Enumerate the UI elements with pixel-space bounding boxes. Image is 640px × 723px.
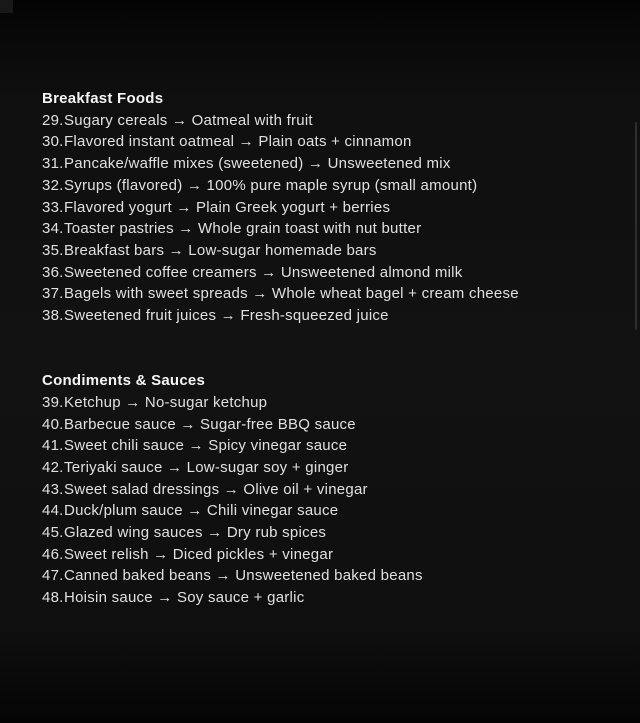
section-breakfast-foods: [42, 88, 584, 327]
item-number: 36.: [42, 263, 64, 281]
item-number: 48.: [42, 589, 64, 607]
list-item: [42, 500, 584, 522]
item-text: Barbecue sauce → Sugar-free BBQ sauce: [64, 415, 356, 433]
item-text: Breakfast bars → Low-sugar homemade bars: [64, 241, 377, 259]
list-item: [42, 544, 584, 566]
item-text: Sweet relish → Diced pickles + vinegar: [64, 545, 334, 563]
food-swap-list: [42, 88, 584, 609]
item-number: 44.: [42, 502, 64, 520]
item-number: 31.: [42, 155, 64, 173]
item-text: Sweet salad dressings → Olive oil + vinegar: [64, 480, 368, 498]
item-text: Syrups (flavored) → 100% pure maple syrup (small amount): [64, 176, 478, 194]
list-item: [42, 435, 584, 457]
list-item: [42, 392, 584, 414]
item-text: Toaster pastries → Whole grain toast with nut butter: [64, 220, 422, 238]
list-item: [42, 587, 584, 609]
item-number: 34.: [42, 220, 64, 238]
item-text: Duck/plum sauce → Chili vinegar sauce: [64, 502, 339, 520]
item-text: Ketchup → No-sugar ketchup: [64, 393, 268, 411]
item-text: Sugary cereals → Oatmeal with fruit: [64, 111, 313, 129]
item-text: Glazed wing sauces → Dry rub spices: [64, 524, 327, 542]
list-item: [42, 262, 584, 284]
list-item: [42, 218, 584, 240]
item-text: Hoisin sauce → Soy sauce + garlic: [64, 589, 305, 607]
item-number: 43.: [42, 480, 64, 498]
item-number: 35.: [42, 241, 64, 259]
item-number: 38.: [42, 307, 64, 325]
list-item: [42, 283, 584, 305]
item-text: Flavored instant oatmeal → Plain oats + cinnamon: [64, 133, 412, 151]
item-number: 32.: [42, 176, 64, 194]
item-text: Canned baked beans → Unsweetened baked beans: [64, 567, 423, 585]
item-number: 37.: [42, 285, 64, 303]
item-text: Sweetened coffee creamers → Unsweetened almond milk: [64, 263, 463, 281]
item-number: 41.: [42, 437, 64, 455]
list-item: [42, 479, 584, 501]
scrollbar-thumb[interactable]: [635, 122, 637, 330]
item-number: 29.: [42, 111, 64, 129]
list-item: [42, 565, 584, 587]
section-condiments-sauces: [42, 370, 584, 609]
item-number: 33.: [42, 198, 64, 216]
item-text: Bagels with sweet spreads → Whole wheat bagel + cream cheese: [64, 285, 519, 303]
list-item: [42, 414, 584, 436]
item-text: Sweet chili sauce → Spicy vinegar sauce: [64, 437, 348, 455]
list-item: [42, 240, 584, 262]
item-number: 40.: [42, 415, 64, 433]
item-text: Flavored yogurt → Plain Greek yogurt + berries: [64, 198, 391, 216]
list-item: [42, 305, 584, 327]
item-number: 42.: [42, 458, 64, 476]
item-number: 47.: [42, 567, 64, 585]
section-title-condiments-sauces: Condiments & Sauces: [42, 372, 206, 390]
item-text: Sweetened fruit juices → Fresh-squeezed juice: [64, 307, 389, 325]
item-number: 46.: [42, 545, 64, 563]
list-item: [42, 110, 584, 132]
section-title-breakfast-foods: Breakfast Foods: [42, 90, 164, 107]
item-text: Pancake/waffle mixes (sweetened) → Unsweetened mix: [64, 155, 451, 173]
item-number: 45.: [42, 524, 64, 542]
corner-artifact: [0, 0, 13, 13]
item-text: Teriyaki sauce → Low-sugar soy + ginger: [64, 458, 349, 476]
list-item: [42, 153, 584, 175]
list-item: [42, 197, 584, 219]
list-item: [42, 522, 584, 544]
list-item: [42, 175, 584, 197]
item-number: 30.: [42, 133, 64, 151]
item-number: 39.: [42, 393, 64, 411]
list-item: [42, 131, 584, 153]
list-item: [42, 457, 584, 479]
